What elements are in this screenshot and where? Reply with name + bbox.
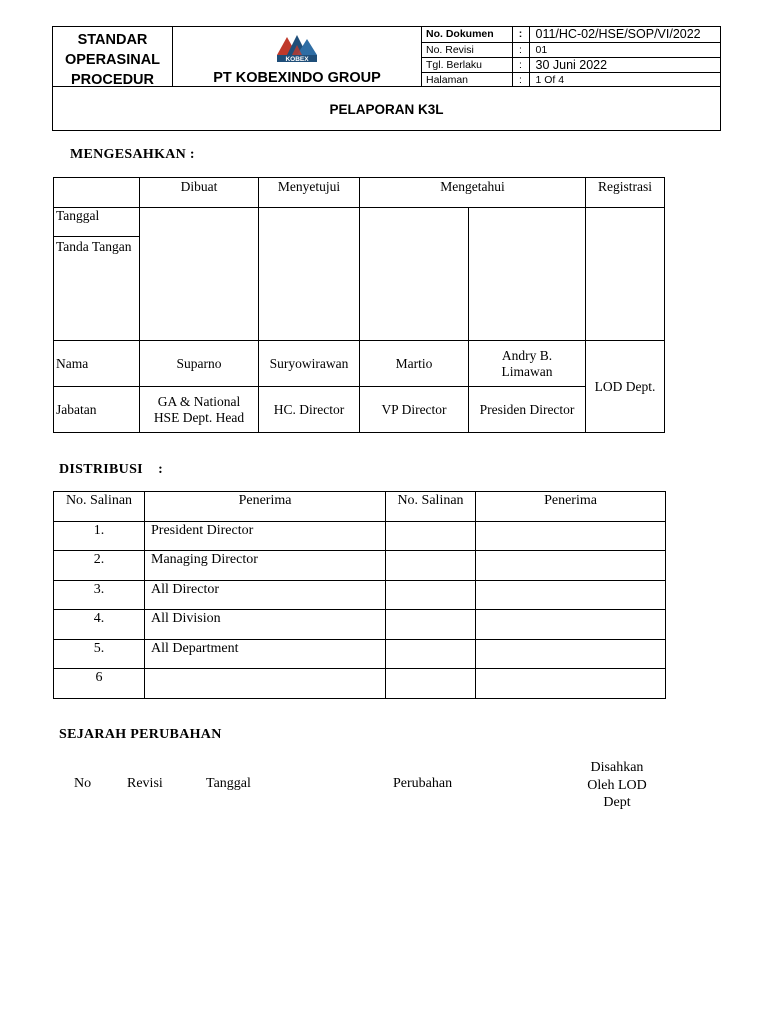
table-row <box>54 581 666 610</box>
column-header-menyetujui: Menyetujui <box>259 178 360 208</box>
company-name: PT KOBEXINDO GROUP <box>213 70 381 86</box>
column-header-dibuat: Dibuat <box>140 178 259 208</box>
table-row <box>54 610 666 640</box>
distribution-header-recipient: Penerima <box>476 492 666 522</box>
distribution-header-no: No. Salinan <box>54 492 145 522</box>
empty-cell <box>386 581 476 610</box>
table-row <box>54 669 666 699</box>
approver-position: HC. Director <box>259 387 360 433</box>
empty-cell <box>476 581 666 610</box>
distribution-heading: DISTRIBUSI : <box>59 462 164 477</box>
copy-number: 4. <box>54 610 145 640</box>
approver-name: Martio <box>360 341 469 387</box>
doc-field-value: 30 Juni 2022 <box>529 57 721 72</box>
history-column-revisi: Revisi <box>127 776 163 791</box>
sop-title-line: OPERASINAL <box>64 52 161 68</box>
signature-cell <box>360 208 469 341</box>
distribution-header-recipient: Penerima <box>145 492 386 522</box>
company-logo <box>275 31 319 63</box>
recipient: Managing Director <box>145 551 386 581</box>
doc-field-sep: : <box>512 26 529 42</box>
history-column-disahkan: Disahkan Oleh LOD Dept <box>587 760 647 810</box>
doc-field-value: 011/HC-02/HSE/SOP/VI/2022 <box>529 26 721 42</box>
logo-text: KOBEX <box>285 56 309 63</box>
history-column-no: No <box>74 776 92 791</box>
doc-field-value: 01 <box>529 42 721 57</box>
sop-title <box>53 30 172 90</box>
distribution-table <box>53 491 666 699</box>
row-label-jabatan: Jabatan <box>54 387 140 433</box>
empty-cell <box>386 551 476 581</box>
distribution-header-no: No. Salinan <box>386 492 476 522</box>
doc-field-value: 1 Of 4 <box>529 72 721 87</box>
doc-field-sep: : <box>512 72 529 87</box>
document-info-table <box>421 26 721 87</box>
approver-name: Andry B. Limawan <box>469 341 586 387</box>
registrasi-value: LOD Dept. <box>586 341 665 433</box>
copy-number: 5. <box>54 640 145 669</box>
copy-number: 3. <box>54 581 145 610</box>
row-label-nama: Nama <box>54 341 140 387</box>
signature-cell <box>259 208 360 341</box>
table-row <box>54 522 666 551</box>
empty-cell <box>476 640 666 669</box>
doc-field-label: No. Dokumen <box>421 26 512 42</box>
column-header-registrasi: Registrasi <box>586 178 665 208</box>
empty-cell <box>476 610 666 640</box>
copy-number: 1. <box>54 522 145 551</box>
doc-field-label: No. Revisi <box>421 42 512 57</box>
row-label-tanda-tangan: Tanda Tangan <box>54 237 140 341</box>
doc-field-sep: : <box>512 57 529 72</box>
table-row <box>54 551 666 581</box>
approver-position: VP Director <box>360 387 469 433</box>
empty-cell <box>476 551 666 581</box>
empty-cell <box>386 640 476 669</box>
history-column-tanggal: Tanggal <box>206 776 251 791</box>
empty-cell <box>386 522 476 551</box>
doc-field-label: Halaman <box>421 72 512 87</box>
recipient: President Director <box>145 522 386 551</box>
recipient: All Department <box>145 640 386 669</box>
column-header-mengetahui: Mengetahui <box>360 178 586 208</box>
row-label-tanggal: Tanggal <box>54 208 140 237</box>
doc-field-label: Tgl. Berlaku <box>421 57 512 72</box>
recipient <box>145 669 386 699</box>
document-title: PELAPORAN K3L <box>329 102 444 117</box>
approver-name: Suryowirawan <box>259 341 360 387</box>
empty-cell <box>386 610 476 640</box>
recipient: All Division <box>145 610 386 640</box>
kobex-mountain-icon <box>275 31 319 63</box>
signature-cell <box>469 208 586 341</box>
approver-name: Suparno <box>140 341 259 387</box>
approver-position: GA & National HSE Dept. Head <box>140 387 259 433</box>
sop-title-line: STANDAR <box>77 32 148 48</box>
approval-heading: MENGESAHKAN : <box>70 147 195 162</box>
history-column-perubahan: Perubahan <box>393 776 453 791</box>
approval-corner-cell <box>54 178 140 208</box>
approver-position: Presiden Director <box>469 387 586 433</box>
signature-cell <box>586 208 665 341</box>
history-heading: SEJARAH PERUBAHAN <box>59 727 222 742</box>
copy-number: 6 <box>54 669 145 699</box>
signature-cell <box>140 208 259 341</box>
recipient: All Director <box>145 581 386 610</box>
table-row <box>54 640 666 669</box>
approval-table <box>53 177 665 433</box>
empty-cell <box>386 669 476 699</box>
empty-cell <box>476 669 666 699</box>
doc-field-sep: : <box>512 42 529 57</box>
sop-title-line: PROCEDUR <box>71 72 154 88</box>
copy-number: 2. <box>54 551 145 581</box>
empty-cell <box>476 522 666 551</box>
